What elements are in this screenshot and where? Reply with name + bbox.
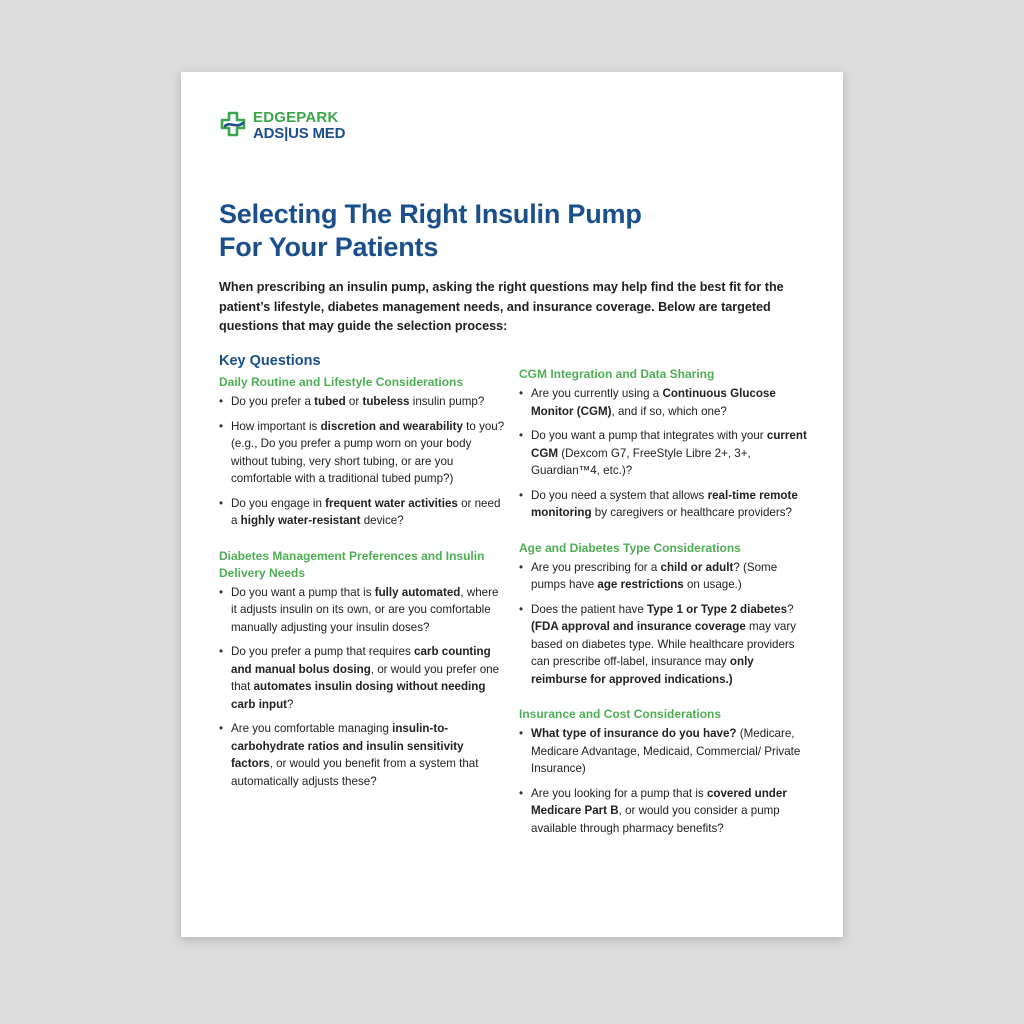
emphasis-text: What type of insurance do you have? [531, 727, 737, 740]
body-text: Do you want a pump that integrates with your [531, 429, 767, 442]
question-item [519, 559, 811, 594]
body-text: , or would you consider a pump available through pharmacy benefits? [531, 804, 780, 835]
body-text: Do you need a system that allows [531, 488, 708, 502]
page-title [219, 198, 809, 264]
section-heading-cgm: CGM Integration and Data Sharing [519, 367, 715, 381]
body-text: , or would you prefer one that [231, 662, 500, 693]
title-line-1: Selecting The Right Insulin Pump [219, 199, 642, 229]
body-text: insulin pump? [409, 395, 485, 408]
body-text: Are you prescribing for a [531, 560, 661, 574]
body-text: , where it adjusts insulin on its own, or are you comfortable manually adjusting your insulin doses? [231, 585, 499, 634]
logo-line-1: EDGEPARK [253, 109, 339, 126]
body-text: device? [360, 514, 404, 527]
body-text: to you? (e.g., Do you prefer a pump worn on your body without tubing, very short tubing, or are you comfortable with a traditional tubed pump?) [231, 419, 505, 485]
emphasis-text: age restrictions [597, 578, 684, 591]
emphasis-text: covered under Medicare Part B [531, 786, 787, 817]
emphasis-text: insulin-to-carbohydrate ratios and insulin sensitivity factors [231, 722, 464, 770]
logo-line-2: ADS|US MED [253, 125, 346, 142]
question-item [519, 785, 811, 838]
question-item [219, 720, 506, 790]
body-text: Do you prefer a pump that requires [231, 645, 415, 658]
emphasis-text: Continuous Glucose Monitor (CGM) [531, 387, 776, 418]
emphasis-text: current CGM [531, 429, 807, 460]
left-column [219, 352, 506, 808]
body-text: How important is [231, 419, 321, 433]
body-text: , or would you benefit from a system that automatically adjusts these? [231, 757, 479, 788]
emphasis-text: carb counting and manual bolus dosing [231, 645, 491, 676]
question-item [519, 385, 811, 420]
emphasis-text: highly water-resistant [240, 514, 361, 527]
emphasis-text: real-time remote monitoring [531, 488, 798, 519]
question-item [219, 643, 506, 713]
body-text: Do you engage in [231, 496, 326, 510]
body-text: or need a [231, 496, 501, 527]
body-text: Do you prefer a [231, 395, 315, 408]
question-list-management [219, 584, 506, 791]
body-text: (Medicare, Medicare Advantage, Medicaid, Commercial/ Private Insurance) [531, 727, 801, 775]
question-item [519, 725, 811, 778]
emphasis-text: Type 1 or Type 2 diabetes [647, 602, 788, 616]
body-text: may vary based on diabetes type. While healthcare providers can prescribe off-label, insurance may [531, 620, 797, 668]
title-line-2: For Your Patients [219, 232, 439, 262]
key-questions-heading: Key Questions [219, 353, 321, 369]
question-item [519, 487, 811, 522]
document-page [181, 72, 843, 937]
section-heading-management: Diabetes Management Preferences and Insulin Delivery Needs [219, 548, 485, 580]
emphasis-text: child or adult [660, 560, 734, 574]
body-text: ? [787, 602, 794, 616]
body-text: or [345, 395, 363, 408]
emphasis-text: only reimburse for approved indications.) [531, 655, 754, 686]
column-spacer [519, 352, 811, 366]
emphasis-text: fully automated [374, 585, 461, 599]
logo-wordmark [253, 110, 345, 142]
right-column [519, 352, 811, 855]
question-item [219, 418, 506, 488]
section-heading-age: Age and Diabetes Type Considerations [519, 540, 741, 555]
emphasis-text: discretion and wearability [320, 419, 463, 433]
body-text: , and if so, which one? [611, 404, 727, 418]
emphasis-text: tubeless [362, 395, 410, 408]
body-text: Does the patient have [531, 602, 648, 616]
emphasis-text: frequent water activities [325, 496, 458, 510]
question-list-age [519, 559, 811, 689]
emphasis-text: (FDA approval and insurance coverage [531, 620, 746, 633]
body-text: (Dexcom G7, FreeStyle Libre 2+, 3+, Guardian™4, etc.)? [531, 446, 751, 477]
medical-cross-icon [219, 110, 249, 140]
section-heading-insurance: Insurance and Cost Considerations [519, 707, 722, 721]
question-item [519, 427, 811, 480]
question-list-insurance [519, 725, 811, 837]
intro-paragraph: When prescribing an insulin pump, asking the right questions may help find the best fit for the patient’s lifestyle, diabetes management needs, and insurance coverage. Below are targeted questions that may guide the selection process: [219, 280, 784, 333]
question-list-cgm [519, 385, 811, 522]
body-text: Are you comfortable managing [231, 722, 393, 735]
body-text: Are you currently using a [531, 387, 663, 400]
body-text: Do you want a pump that is [231, 585, 375, 599]
body-text: ? [287, 697, 294, 711]
section-heading-lifestyle: Daily Routine and Lifestyle Considerations [219, 375, 464, 389]
body-text: Are you looking for a pump that is [531, 786, 707, 800]
emphasis-text: tubed [314, 395, 346, 408]
body-text: by caregivers or healthcare providers? [591, 506, 792, 519]
question-list-lifestyle [219, 393, 506, 530]
body-text: on usage.) [683, 578, 742, 591]
question-item [219, 393, 506, 411]
question-item [519, 601, 811, 689]
question-item [219, 495, 506, 530]
body-text: ? (Some pumps have [531, 560, 778, 591]
question-item [219, 584, 506, 637]
emphasis-text: automates insulin dosing without needing carb input [231, 680, 486, 711]
